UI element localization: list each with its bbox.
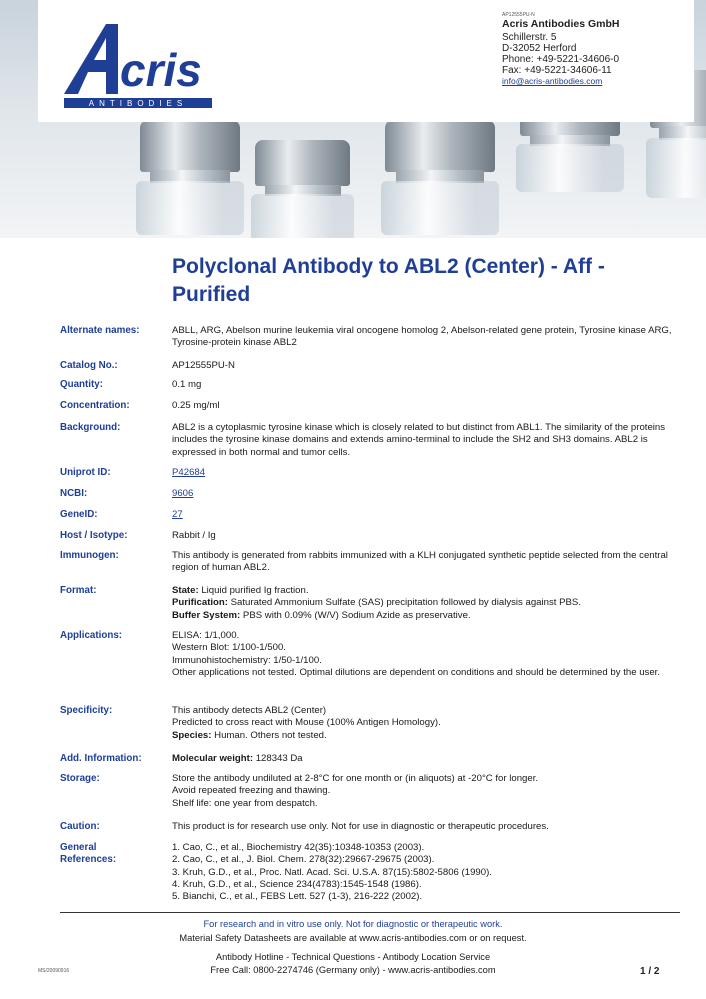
- value: ABLL, ARG, Abelson murine leukemia viral oncogene homolog 2, Abelson-related gene protein, Tyrosine kinase ARG, Tyrosine-protein kinase ABL2: [172, 325, 672, 349]
- phone: Phone: +49-5221-34606-0: [502, 54, 620, 65]
- specificity-line: Predicted to cross react with Mouse (100% Antigen Homology).: [172, 717, 441, 729]
- label: Catalog No.:: [60, 360, 118, 371]
- application-line: Western Blot: 1/100-1/500.: [172, 642, 286, 654]
- label: NCBI:: [60, 488, 88, 499]
- reference-item: 5. Bianchi, C., et al., FEBS Lett. 527 (1-3), 216-222 (2002).: [172, 891, 423, 903]
- vial-image: [385, 120, 495, 210]
- company-name: Acris Antibodies GmbH: [502, 18, 620, 30]
- species-key: Species:: [172, 729, 212, 741]
- application-line: Immunohistochemistry: 1/50-1/100.: [172, 654, 322, 666]
- label: Caution:: [60, 821, 100, 832]
- application-line: Other applications not tested. Optimal dilutions are dependent on conditions and should be determined by the user.: [172, 666, 660, 678]
- fax: Fax: +49-5221-34606-11: [502, 65, 612, 76]
- footer-hotline: Antibody Hotline - Technical Questions - Antibody Location Service: [215, 952, 491, 962]
- page-title: Polyclonal Antibody to ABL2 (Center) - Aff - Purified: [172, 255, 605, 306]
- label: Storage:: [60, 773, 100, 784]
- buffer-key: Buffer System:: [172, 609, 241, 621]
- vial-image: [255, 140, 350, 220]
- label: Applications:: [60, 630, 123, 641]
- label: Alternate names:: [60, 325, 140, 336]
- value: 0.25 mg/ml: [172, 400, 220, 411]
- label: Uniprot ID:: [60, 467, 111, 478]
- purification-value: Saturated Ammonium Sulfate (SAS) precipitation followed by dialysis against PBS.: [227, 597, 581, 609]
- storage-line: Avoid repeated freezing and thawing.: [172, 785, 331, 797]
- reference-item: 2. Cao, C., et al., J. Biol. Chem. 278(32):29667-29675 (2003).: [172, 854, 435, 866]
- state-value: Liquid purified Ig fraction.: [198, 585, 309, 596]
- page-number: 1 / 2: [640, 966, 660, 977]
- label: Add. Information:: [60, 753, 142, 764]
- footer-freecall: Free Call: 0800-2274746 (Germany only) - www.acris-antibodies.com: [210, 965, 496, 975]
- label: Host / Isotype:: [60, 530, 128, 541]
- mw-key: Molecular weight:: [172, 753, 254, 764]
- reference-item: 4. Kruh, G.D., et al., Science 234(4783):1545-1548 (1986).: [172, 878, 422, 890]
- footer-research-note: For research and in vitro use only. Not for diagnostic or therapeutic work.: [203, 919, 503, 929]
- logo-subtext: ANTIBODIES: [88, 99, 188, 108]
- value: Rabbit / Ig: [172, 530, 216, 541]
- species-value: Human. Others not tested.: [211, 729, 327, 741]
- specificity-line: This antibody detects ABL2 (Center): [172, 705, 327, 716]
- value: ABL2 is a cytoplasmic tyrosine kinase which is closely related to but distinct from ABL1. The similarity of the proteins includes the tyrosine kinase domains and extends amino-terminal to include the SH2 and SH3 domains. ABL2 is expressed in both normal and tumor cells.: [172, 422, 666, 458]
- value: AP12555PU-N: [172, 360, 235, 371]
- acris-logo: [58, 16, 218, 116]
- svg-text:cris: cris: [120, 44, 202, 96]
- doc-code: AP12555PU-N: [502, 12, 535, 18]
- label: General References:: [60, 842, 117, 866]
- label: Specificity:: [60, 705, 113, 716]
- purification-key: Purification:: [172, 597, 228, 609]
- storage-line: Store the antibody undiluted at 2-8°C for one month or (in aliquots) at -20°C for longer.: [172, 773, 539, 784]
- street: Schillerstr. 5: [502, 32, 557, 43]
- value: This antibody is generated from rabbits immunized with a KLH conjugated synthetic peptide selected from the central region of human ABL2.: [172, 550, 668, 574]
- state-key: State:: [172, 585, 199, 596]
- value: This product is for research use only. Not for use in diagnostic or therapeutic procedures.: [172, 821, 549, 832]
- footer-divider: [60, 912, 680, 913]
- email-link[interactable]: info@acris-antibodies.com: [502, 76, 603, 86]
- label: Background:: [60, 422, 121, 433]
- city: D-32052 Herford: [502, 43, 577, 54]
- application-line: ELISA: 1/1,000.: [172, 630, 240, 641]
- footer-msds-note: Material Safety Datasheets are available at www.acris-antibodies.com or on request.: [179, 933, 527, 943]
- label: Concentration:: [60, 400, 130, 411]
- ncbi-link[interactable]: 9606: [172, 488, 194, 499]
- label: GeneID:: [60, 509, 98, 520]
- uniprot-link[interactable]: P42684: [172, 467, 206, 478]
- doc-number: MS/20090916: [38, 968, 70, 974]
- label: Format:: [60, 585, 97, 596]
- mw-value: 128343 Da: [253, 753, 303, 764]
- geneid-link[interactable]: 27: [172, 509, 183, 520]
- label: Quantity:: [60, 379, 103, 390]
- company-address: [502, 12, 619, 87]
- value: 0.1 mg: [172, 379, 202, 390]
- buffer-value: PBS with 0.09% (W/V) Sodium Azide as preservative.: [240, 609, 471, 621]
- reference-item: 1. Cao, C., et al., Biochemistry 42(35):10348-10353 (2003).: [172, 842, 425, 853]
- reference-item: 3. Kruh, G.D., et al., Proc. Natl. Acad. Sci. U.S.A. 87(15):5802-5806 (1990).: [172, 866, 492, 878]
- vial-image: [140, 120, 240, 210]
- storage-line: Shelf life: one year from despatch.: [172, 797, 318, 809]
- label: Immunogen:: [60, 550, 119, 561]
